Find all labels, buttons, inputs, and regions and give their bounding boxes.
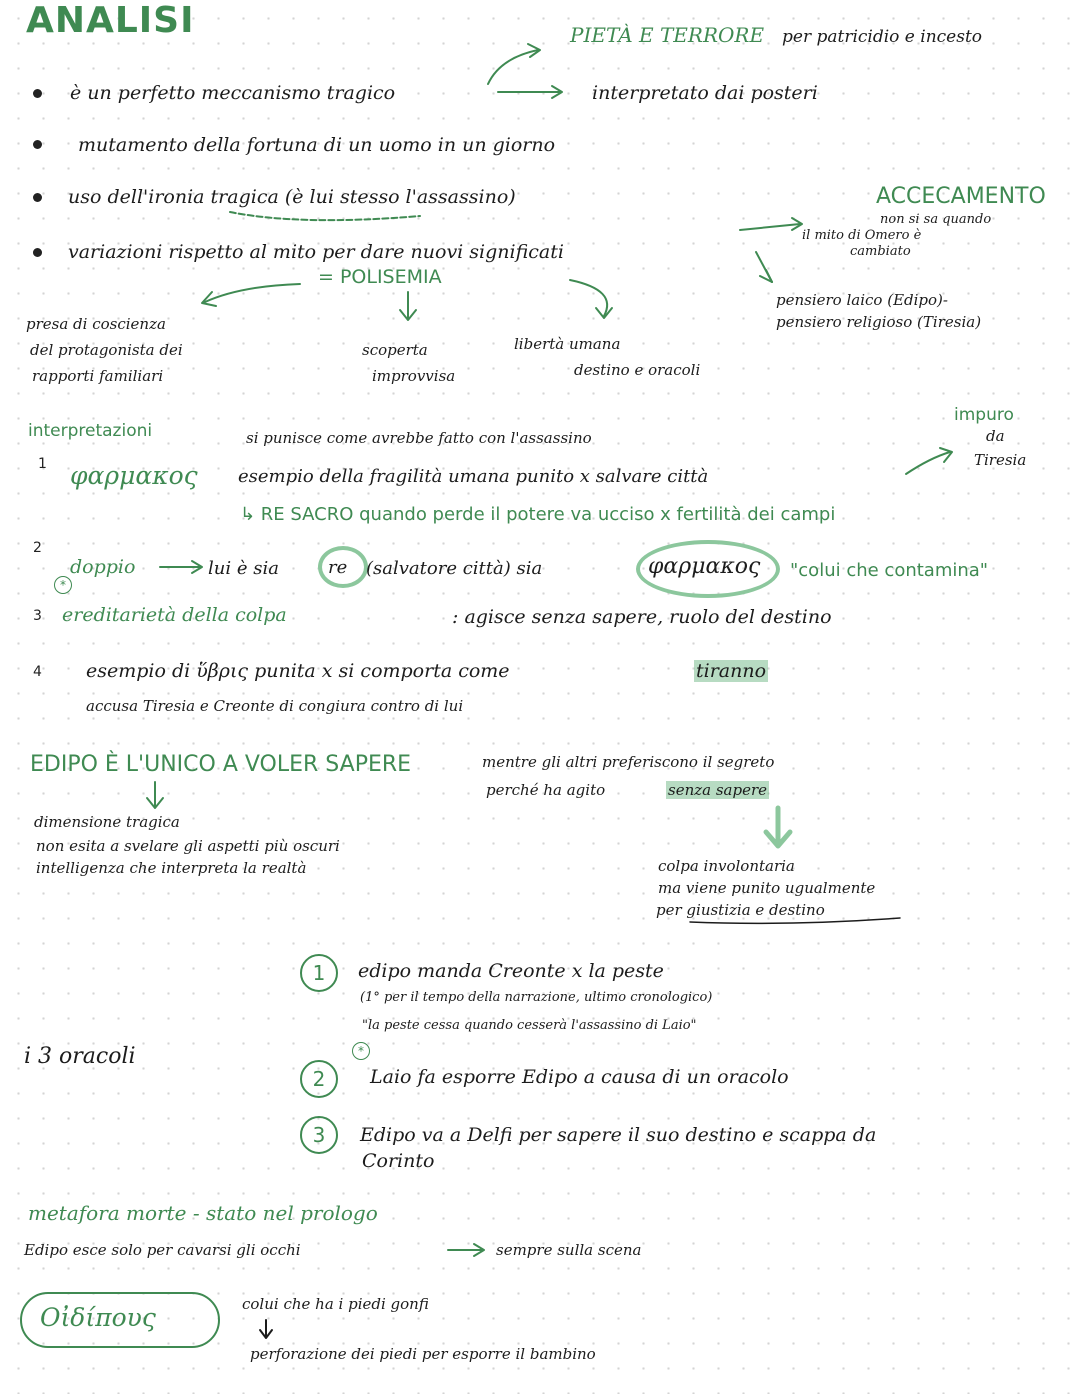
bullet-dot [33, 89, 42, 98]
dimensione-line-3: intelligenza che interpreta la realtà [36, 859, 307, 877]
metafora-title: metafora morte - stato nel prologo [28, 1201, 378, 1225]
edipo-right-2a: perché ha agito [486, 781, 606, 799]
doppio-text: lui è sia [208, 558, 279, 579]
pensiero-laico: pensiero laico (Edipo)- [776, 291, 948, 309]
impuro-da: da [986, 427, 1005, 445]
salvatore-text: (salvatore città) sia [366, 558, 543, 579]
impuro-label: impuro [954, 405, 1014, 425]
edipo-title: EDIPO È L'UNICO A VOLER SAPERE [30, 752, 412, 777]
oidipus-line-1: colui che ha i piedi gonfi [242, 1295, 429, 1313]
interpretazione-4: esempio di ὕβρις punita x si comporta come [86, 660, 510, 682]
page-title: ANALISI [26, 0, 195, 41]
oracolo-number-2: 2 [300, 1060, 338, 1098]
number-1: 1 [38, 456, 47, 472]
pensiero-religioso: pensiero religioso (Tiresia) [776, 313, 982, 331]
re-sacro-line: ↳ RE SACRO quando perde il potere va ucciso x fertilità dei campi [240, 504, 836, 525]
star-marker: * [352, 1042, 370, 1060]
arrow-to-accecamento [740, 224, 800, 230]
accecamento-note-3: cambiato [850, 244, 911, 259]
interpretazione-1: esempio della fragilità umana punito x salvare città [238, 466, 709, 487]
colpa-line-2: ma viene punito ugualmente [658, 879, 876, 897]
bullet-2: mutamento della fortuna di un uomo in un giorno [78, 134, 556, 156]
branch-mid-1: scoperta [362, 341, 428, 359]
bullet-4: variazioni rispetto al mito per dare nuovi significati [68, 241, 564, 263]
interpretato-label: interpretato dai posteri [592, 82, 818, 104]
oidipus-line-2: perforazione dei piedi per esporre il bambino [250, 1345, 596, 1363]
accecamento-note-1: non si sa quando [880, 212, 992, 227]
bullet-dot [33, 140, 42, 149]
oracolo-3-line-b: Corinto [362, 1150, 435, 1172]
accecamento-note-2: il mito di Omero è [802, 228, 922, 243]
metafora-line-2: sempre sulla scena [496, 1241, 642, 1259]
oracolo-1-line-b: (1° per il tempo della narrazione, ultimo cronologico) [360, 990, 713, 1005]
re-label: re [328, 557, 348, 578]
star-marker: * [54, 576, 72, 594]
branch-right-1: libertà umana [514, 335, 621, 353]
number-3: 3 [33, 608, 42, 624]
edipo-right-1: mentre gli altri preferiscono il segreto [482, 753, 775, 771]
interpretazione-3: : agisce senza sapere, ruolo del destino [452, 606, 832, 628]
doppio-label: doppio [70, 556, 136, 578]
branch-left-3: rapporti familiari [32, 367, 164, 385]
oracolo-3-line-a: Edipo va a Delfi per sapere il suo destino e scappa da [360, 1124, 877, 1146]
dimensione-line-2: non esita a svelare gli aspetti più oscuri [36, 837, 340, 855]
colpa-line-3: per giustizia e destino [656, 901, 825, 919]
pieta-note: per patricidio e incesto [782, 27, 983, 47]
arrow-right-branch [570, 280, 607, 316]
arrow-left-branch [205, 284, 300, 302]
branch-right-2: destino e oracoli [574, 361, 701, 379]
impuro-tiresia: Tiresia [974, 451, 1027, 469]
oracoli-label: i 3 oracoli [24, 1044, 136, 1069]
pharmakos-1: φαρμακος [70, 461, 198, 490]
tiranno-highlight: tiranno [696, 660, 767, 682]
bullet-1: è un perfetto meccanismo tragico [70, 82, 396, 104]
oracolo-1-line-c: "la peste cessa quando cesserà l'assassino di Laio" [362, 1018, 697, 1033]
arrow-to-impuro [906, 452, 950, 474]
oracolo-number-1: 1 [300, 954, 338, 992]
bullet-3: uso dell'ironia tragica (è lui stesso l'assassino) [68, 186, 516, 208]
pieta-terrore-label: PIETÀ E TERRORE [570, 23, 765, 47]
oracolo-number-3: 3 [300, 1116, 338, 1154]
polisemia-label: = POLISEMIA [318, 266, 442, 288]
colpa-line-1: colpa involontaria [658, 857, 795, 875]
tiranno-word [694, 660, 768, 682]
ironia-underline [230, 212, 420, 220]
senza-sapere-highlight: senza sapere [668, 781, 768, 799]
number-2: 2 [33, 540, 42, 556]
ereditarieta-label: ereditarietà della colpa [62, 604, 287, 626]
branch-left-2: del protagonista dei [30, 341, 183, 359]
interpretazioni-title: interpretazioni [28, 421, 153, 441]
metafora-line: Edipo esce solo per cavarsi gli occhi [24, 1241, 301, 1259]
accusa-line: accusa Tiresia e Creonte di congiura contro di lui [86, 697, 464, 715]
arrow-to-pieta [488, 50, 538, 84]
number-4: 4 [33, 664, 42, 680]
colui-che-contamina: "colui che contamina" [790, 560, 989, 581]
senza-sapere-word [666, 782, 769, 799]
bullet-dot [33, 248, 42, 257]
oracolo-2-line: Laio fa esporre Edipo a causa di un oracolo [370, 1066, 789, 1088]
accecamento-title: ACCECAMENTO [876, 184, 1046, 209]
interpretazioni-intro: si punisce come avrebbe fatto con l'assassino [246, 429, 592, 447]
oracolo-1-line-a: edipo manda Creonte x la peste [358, 960, 664, 982]
oidipus-word: Oἰδίπους [40, 1303, 156, 1332]
dimensione-tragica: dimensione tragica [34, 813, 180, 831]
bullet-dot [33, 193, 42, 202]
branch-mid-2: improvvisa [372, 367, 456, 385]
pharmakos-2: φαρμακος [648, 554, 761, 579]
branch-left-1: presa di coscienza [26, 315, 166, 333]
